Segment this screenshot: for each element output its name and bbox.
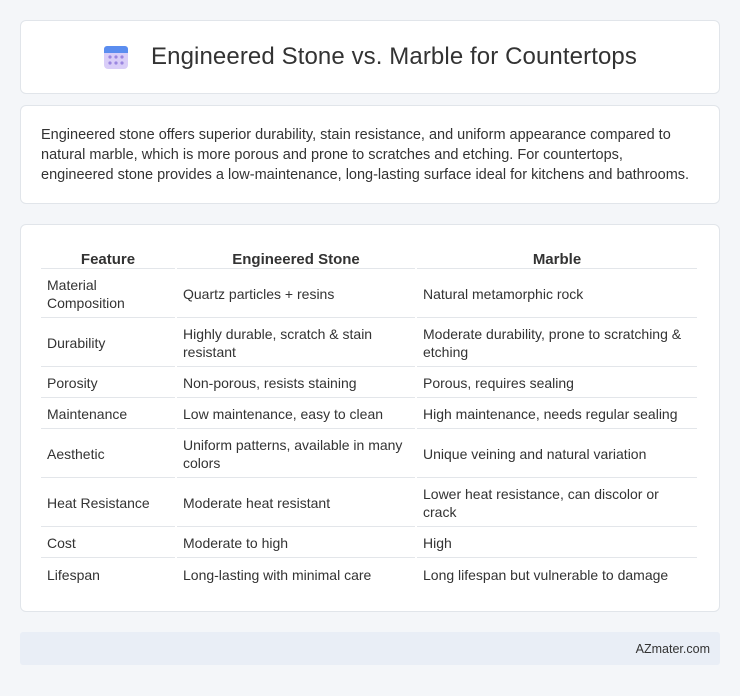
row-feature: Durability [41,320,175,367]
row-marble: High [417,529,697,558]
row-marble: High maintenance, needs regular sealing [417,400,697,429]
row-feature: Heat Resistance [41,480,175,527]
row-marble: Long lifespan but vulnerable to damage [423,566,669,583]
header-feature: Feature [41,247,175,269]
calendar-icon [103,44,129,70]
header-engineered-stone: Engineered Stone [177,247,415,269]
table-row [41,560,697,589]
row-engineered-stone: Long-lasting with minimal care [183,566,372,583]
title-card [20,20,720,94]
row-feature: Maintenance [41,400,175,429]
row-engineered-stone: Moderate to high [177,529,415,558]
row-engineered-stone: Low maintenance, easy to clean [177,400,415,429]
row-feature: Material Composition [41,271,175,318]
row-marble: Porous, requires sealing [417,369,697,398]
footer-source[interactable]: AZmater.com [635,641,710,656]
header-marble: Marble [417,247,697,269]
row-marble: Moderate durability, prone to scratching & etching [417,320,697,367]
row-marble: Unique veining and natural variation [417,431,697,478]
intro-card [20,105,720,204]
table-row [41,400,697,429]
row-marble: Natural metamorphic rock [417,271,697,318]
table-row [41,480,697,527]
table-row [41,431,697,478]
row-engineered-stone: Uniform patterns, available in many colors [177,431,415,478]
row-marble: Lower heat resistance, can discolor or crack [417,480,697,527]
row-engineered-stone: Highly durable, scratch & stain resistant [177,320,415,367]
row-engineered-stone: Moderate heat resistant [177,480,415,527]
table-row [41,369,697,398]
row-engineered-stone: Quartz particles + resins [177,271,415,318]
table-row [41,320,697,367]
row-feature: Aesthetic [41,431,175,478]
page-title: Engineered Stone vs. Marble for Countertops [151,43,637,70]
row-engineered-stone: Non-porous, resists staining [177,369,415,398]
row-feature: Lifespan [47,566,100,583]
footer [20,632,720,665]
row-feature: Porosity [41,369,175,398]
table-header-row [41,247,697,269]
table-row [41,529,697,558]
row-feature: Cost [41,529,175,558]
comparison-table-card [20,224,720,612]
comparison-table [39,245,699,591]
intro-text: Engineered stone offers superior durability, stain resistance, and uniform appearance compared to natural marble, which is more porous and prone to scratches and etching. For countertops, engineered stone provides a low-maintenance, long-lasting surface ideal for kitchens and bathrooms. [41,127,690,183]
table-row [41,271,697,318]
